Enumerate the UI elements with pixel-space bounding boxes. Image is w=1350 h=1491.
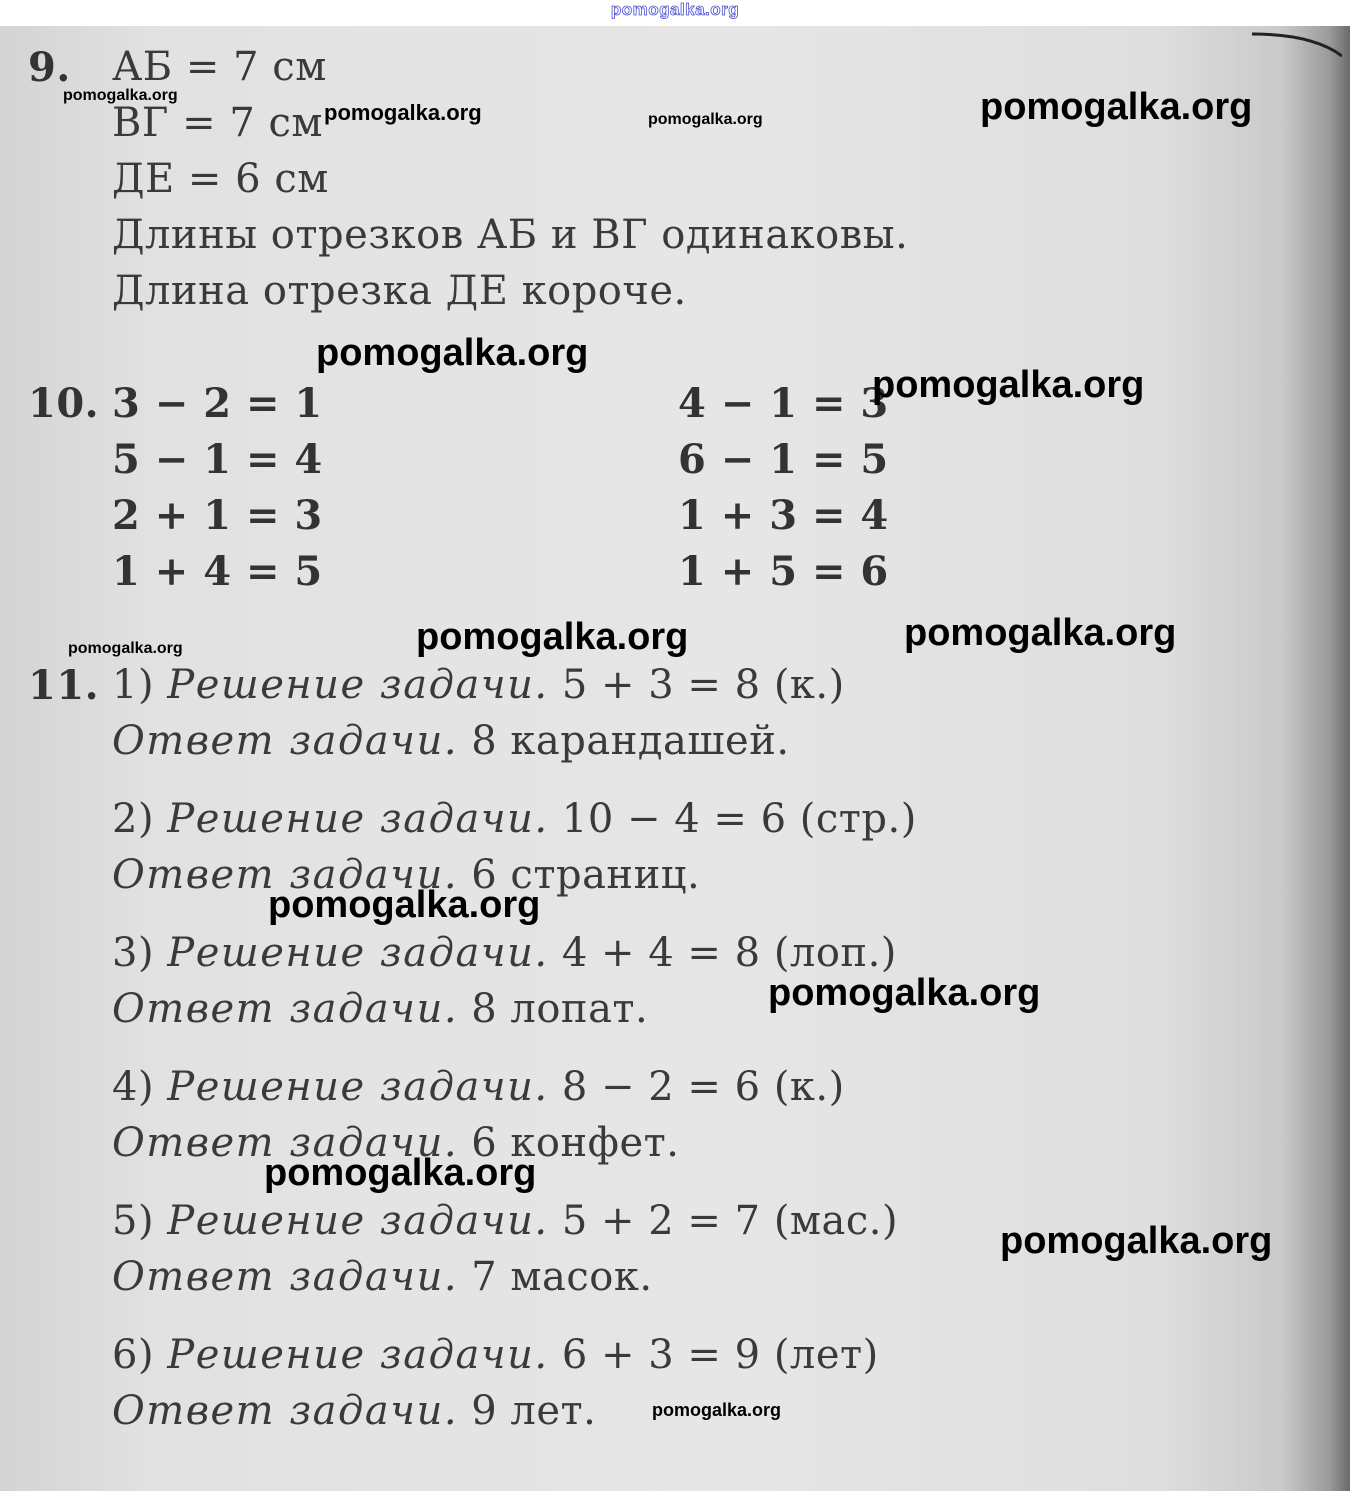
task-2-number: 2) [112, 796, 155, 842]
task-4-answer: 6 конфет. [471, 1120, 680, 1166]
watermark: pomogalka.org [652, 1400, 782, 1420]
watermark: pomogalka.org [416, 616, 689, 658]
task-1-answer-label: Ответ задачи. [112, 718, 459, 764]
ex9-number: 9. [28, 44, 71, 91]
task-4-solution-label: Решение задачи. [167, 1064, 549, 1110]
task-5-answer-line [112, 1254, 653, 1300]
ex9-line-1: АБ = 7 см [112, 44, 327, 90]
watermark: pomogalka.org [268, 884, 541, 926]
task-4-answer-label: Ответ задачи. [112, 1120, 459, 1166]
ex10-left-1: 3 − 2 = 1 [112, 380, 323, 427]
task-4-number: 4) [112, 1064, 155, 1110]
ex10-left-3: 2 + 1 = 3 [112, 492, 323, 539]
watermark: pomogalka.org [648, 111, 763, 128]
task-1-number: 1) [112, 662, 155, 708]
task-1-answer-line [112, 718, 790, 764]
task-5-solution-label: Решение задачи. [167, 1198, 549, 1244]
ex10-right-4: 1 + 5 = 6 [678, 548, 889, 595]
task-3-number: 3) [112, 930, 155, 976]
task-2-solution-line [112, 796, 917, 842]
task-6-answer-label: Ответ задачи. [112, 1388, 459, 1434]
watermark: pomogalka.org [1000, 1220, 1273, 1262]
task-6-solution-line [112, 1332, 879, 1378]
ex10-right-1: 4 − 1 = 3 [678, 380, 889, 427]
task-3-answer: 8 лопат. [471, 986, 649, 1032]
task-5-solution-line [112, 1198, 898, 1244]
task-2-answer-label: Ответ задачи. [112, 852, 459, 898]
ex10-left-4: 1 + 4 = 5 [112, 548, 323, 595]
watermark: pomogalka.org [872, 364, 1145, 406]
task-3-solution-line [112, 930, 897, 976]
task-5-answer: 7 масок. [471, 1254, 653, 1300]
ex9-line-2: ВГ = 7 см [112, 100, 324, 146]
ex10-right-2: 6 − 1 = 5 [678, 436, 889, 483]
page-fold-curve [1252, 26, 1342, 66]
watermark: pomogalka.org [980, 86, 1253, 128]
task-3-answer-label: Ответ задачи. [112, 986, 459, 1032]
task-6-answer: 9 лет. [471, 1388, 597, 1434]
task-6-number: 6) [112, 1332, 155, 1378]
ex11-number: 11. [28, 662, 100, 709]
ex10-right-3: 1 + 3 = 4 [678, 492, 889, 539]
watermark: pomogalka.org [768, 972, 1041, 1014]
ex9-line-4: Длины отрезков АБ и ВГ одинаковы. [112, 212, 909, 258]
task-1-answer: 8 карандашей. [471, 718, 790, 764]
task-1-solution: 5 + 3 = 8 (к.) [561, 662, 845, 708]
ex10-left-2: 5 − 1 = 4 [112, 436, 323, 483]
task-5-answer-label: Ответ задачи. [112, 1254, 459, 1300]
watermark: pomogalka.org [904, 612, 1177, 654]
task-5-number: 5) [112, 1198, 155, 1244]
watermark: pomogalka.org [68, 640, 183, 657]
ex9-line-3: ДЕ = 6 см [112, 156, 329, 202]
task-5-solution: 5 + 2 = 7 (мас.) [561, 1198, 899, 1244]
task-2-solution-label: Решение задачи. [167, 796, 549, 842]
watermark: pomogalka.org [324, 100, 482, 125]
scanned-page [0, 26, 1350, 1491]
watermark: pomogalka.org [316, 332, 589, 374]
top-watermark: pomogalka.org [610, 0, 740, 19]
task-3-solution-label: Решение задачи. [167, 930, 549, 976]
task-4-solution-line [112, 1064, 845, 1110]
task-6-answer-line [112, 1388, 596, 1434]
task-3-answer-line [112, 986, 648, 1032]
task-3-solution: 4 + 4 = 8 (лоп.) [561, 930, 897, 976]
task-6-solution-label: Решение задачи. [167, 1332, 549, 1378]
watermark: pomogalka.org [264, 1152, 537, 1194]
ex9-line-5: Длина отрезка ДЕ короче. [112, 268, 687, 314]
task-2-solution: 10 − 4 = 6 (стр.) [561, 796, 917, 842]
task-1-solution-line [112, 662, 845, 708]
task-4-solution: 8 − 2 = 6 (к.) [561, 1064, 845, 1110]
task-1-solution-label: Решение задачи. [167, 662, 549, 708]
ex10-number: 10. [28, 380, 100, 427]
watermark: pomogalka.org [63, 87, 178, 104]
task-6-solution: 6 + 3 = 9 (лет) [561, 1332, 879, 1378]
task-2-answer: 6 страниц. [471, 852, 701, 898]
